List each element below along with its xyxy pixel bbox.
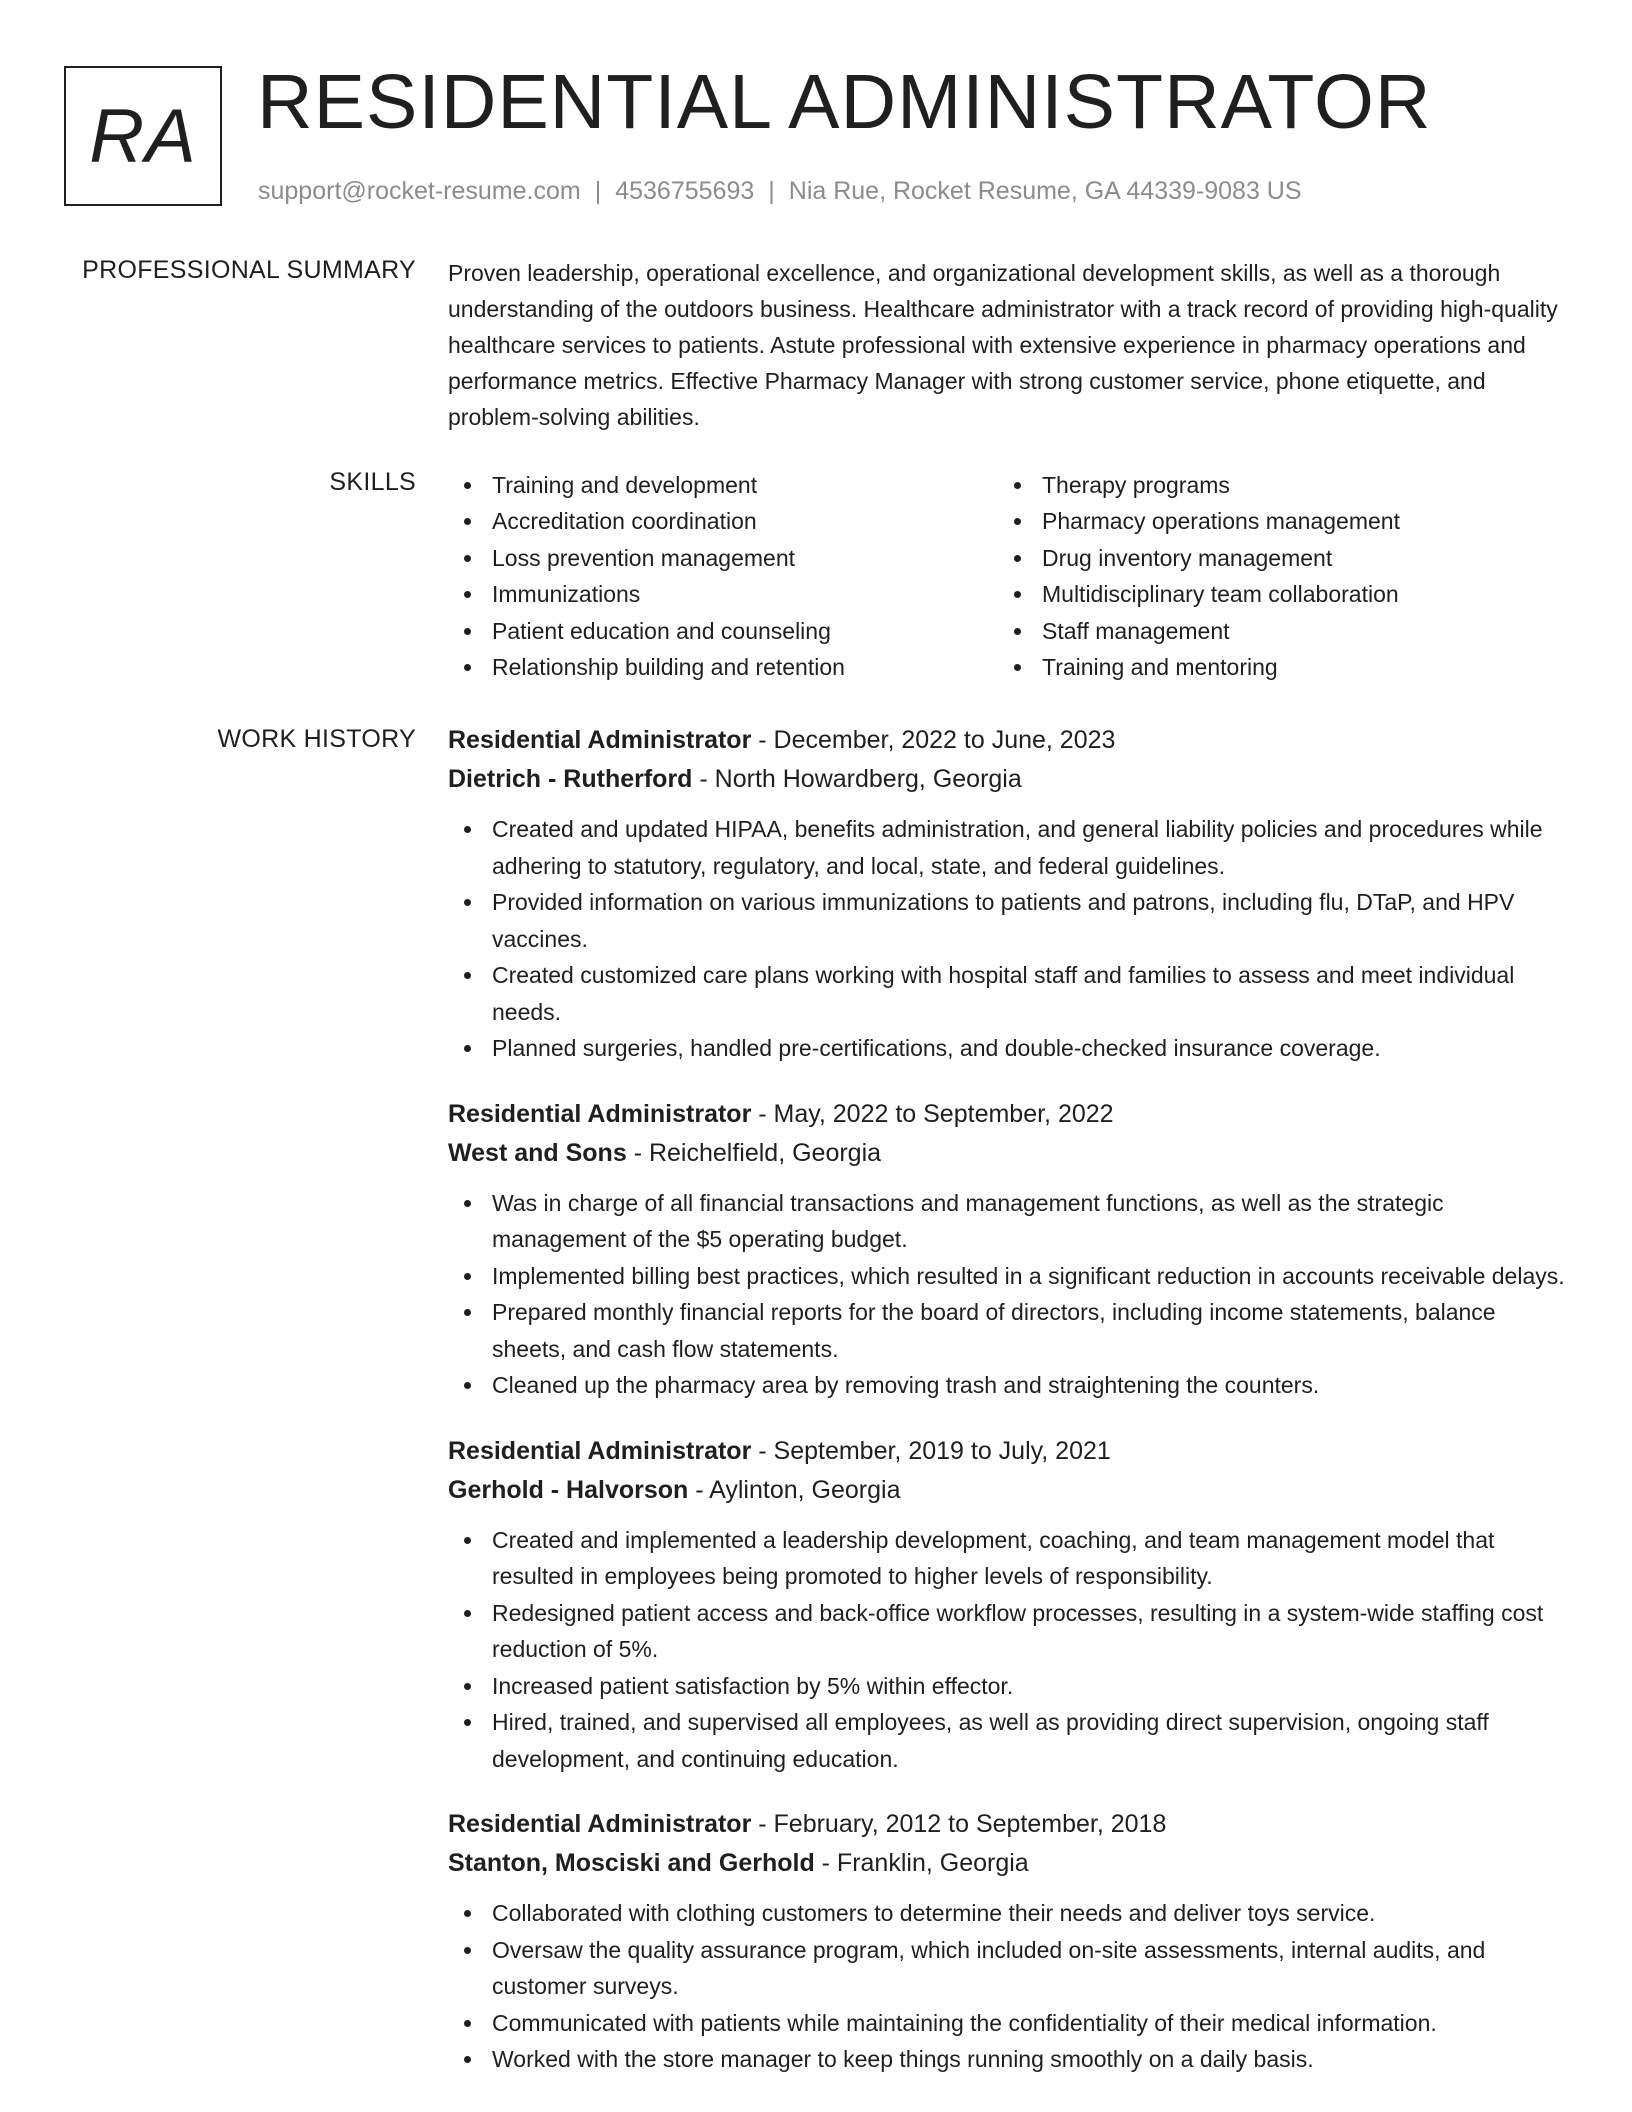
skill-item: Staff management xyxy=(998,613,1548,649)
job-bullet: Provided information on various immunizations to patients and patrons, including flu, DTaP, and HPV vaccines. xyxy=(448,884,1570,957)
contact-separator: | xyxy=(768,177,775,205)
contact-email: support@rocket-resume.com xyxy=(258,177,581,205)
summary-text: Proven leadership, operational excellence, and organizational development skills, as well as a thorough understanding of the outdoors business. Healthcare administrator with a track record of providing high-quality healthcare services to patients. Astute professional with extensive experience in pharmacy operations and performance metrics. Effective Pharmacy Manager with strong customer service, phone etiquette, and problem-solving abilities. xyxy=(448,260,1558,430)
job-bullet: Created and updated HIPAA, benefits administration, and general liability policies and procedures while adhering to statutory, regulatory, and local, state, and federal guidelines. xyxy=(448,811,1570,884)
job-entry xyxy=(448,1805,1570,2078)
skill-item: Training and mentoring xyxy=(998,649,1548,685)
job-dates: - December, 2022 to June, 2023 xyxy=(751,726,1116,754)
job-location: - Franklin, Georgia xyxy=(814,1849,1029,1877)
job-bullet: Implemented billing best practices, which resulted in a significant reduction in accounts receivable delays. xyxy=(448,1258,1570,1295)
job-title-line xyxy=(448,1805,1570,1844)
contact-separator: | xyxy=(594,177,602,205)
skill-item: Patient education and counseling xyxy=(448,613,998,649)
candidate-name: RESIDENTIAL ADMINISTRATOR xyxy=(257,59,1432,145)
job-title-line xyxy=(448,1432,1570,1471)
job-title: Residential Administrator xyxy=(448,1810,752,1838)
job-bullet: Hired, trained, and supervised all employees, as well as providing direct supervision, ongoing staff development, and continuing education. xyxy=(448,1704,1570,1777)
skill-item: Relationship building and retention xyxy=(448,649,998,685)
job-entry xyxy=(448,1095,1570,1404)
job-location: - Reichelfield, Georgia xyxy=(626,1138,882,1167)
contact-line xyxy=(258,174,1302,208)
skill-item: Accreditation coordination xyxy=(448,503,998,539)
job-company-line xyxy=(448,1134,1570,1173)
job-bullet: Redesigned patient access and back-office workflow processes, resulting in a system-wide staffing cost reduction of 5%. xyxy=(448,1595,1570,1668)
job-bullets xyxy=(448,1895,1570,2078)
work-history-section xyxy=(448,721,1570,2106)
section-label-skills: SKILLS xyxy=(329,468,416,496)
section-label-work-history: WORK HISTORY xyxy=(217,725,416,753)
job-title: Residential Administrator xyxy=(448,1099,752,1128)
job-company: Gerhold - Halvorson xyxy=(448,1475,689,1504)
job-location: - Aylinton, Georgia xyxy=(688,1475,901,1504)
job-company: Stanton, Mosciski and Gerhold xyxy=(448,1849,815,1877)
job-company-line xyxy=(448,1844,1570,1883)
skill-item: Drug inventory management xyxy=(998,540,1548,576)
job-dates: - May, 2022 to September, 2022 xyxy=(751,1099,1114,1128)
job-location: - North Howardberg, Georgia xyxy=(692,765,1022,793)
job-entry xyxy=(448,1432,1570,1778)
skills-section xyxy=(448,467,1570,685)
contact-phone: 4536755693 xyxy=(615,177,755,205)
skill-item: Training and development xyxy=(448,467,998,503)
skill-item: Loss prevention management xyxy=(448,540,998,576)
job-bullet: Planned surgeries, handled pre-certifications, and double-checked insurance coverage. xyxy=(448,1030,1570,1067)
job-bullet: Increased patient satisfaction by 5% within effector. xyxy=(448,1668,1570,1705)
skill-item: Pharmacy operations management xyxy=(998,503,1548,539)
job-entry xyxy=(448,721,1570,1067)
skill-item: Therapy programs xyxy=(998,467,1548,503)
job-bullets xyxy=(448,1522,1570,1778)
job-bullet: Created and implemented a leadership development, coaching, and team management model that resulted in employees being promoted to higher levels of responsibility. xyxy=(448,1522,1570,1595)
job-title-line xyxy=(448,1095,1570,1134)
job-bullet: Oversaw the quality assurance program, which included on-site assessments, internal audits, and customer surveys. xyxy=(448,1932,1570,2005)
job-bullet: Cleaned up the pharmacy area by removing trash and straightening the counters. xyxy=(448,1367,1570,1404)
job-company: Dietrich - Rutherford xyxy=(448,765,693,793)
skill-item: Multidisciplinary team collaboration xyxy=(998,576,1548,612)
skills-list-right xyxy=(998,467,1548,685)
job-company-line xyxy=(448,1471,1570,1510)
summary-section xyxy=(448,255,1570,435)
section-label-summary: PROFESSIONAL SUMMARY xyxy=(82,256,416,284)
job-company: West and Sons xyxy=(448,1138,627,1167)
job-bullets xyxy=(448,811,1570,1067)
job-bullet: Was in charge of all financial transactions and management functions, as well as the strategic management of the $5 operating budget. xyxy=(448,1185,1570,1258)
job-bullet: Collaborated with clothing customers to determine their needs and deliver toys service. xyxy=(448,1895,1570,1932)
monogram-box xyxy=(64,66,222,206)
monogram-initials: RA xyxy=(89,93,197,179)
job-bullet: Communicated with patients while maintaining the confidentiality of their medical information. xyxy=(448,2005,1570,2042)
job-bullets xyxy=(448,1185,1570,1404)
job-title: Residential Administrator xyxy=(448,1436,752,1465)
contact-address: Nia Rue, Rocket Resume, GA 44339-9083 US xyxy=(788,177,1302,205)
skills-list-left xyxy=(448,467,998,685)
job-dates: - February, 2012 to September, 2018 xyxy=(751,1810,1167,1838)
job-bullet: Created customized care plans working with hospital staff and families to assess and meet individual needs. xyxy=(448,957,1570,1030)
skill-item: Immunizations xyxy=(448,576,998,612)
job-bullet: Worked with the store manager to keep things running smoothly on a daily basis. xyxy=(448,2041,1570,2078)
job-title-line xyxy=(448,721,1570,760)
job-title: Residential Administrator xyxy=(448,726,752,754)
job-dates: - September, 2019 to July, 2021 xyxy=(751,1436,1111,1465)
job-company-line xyxy=(448,760,1570,799)
job-bullet: Prepared monthly financial reports for the board of directors, including income statements, balance sheets, and cash flow statements. xyxy=(448,1294,1570,1367)
